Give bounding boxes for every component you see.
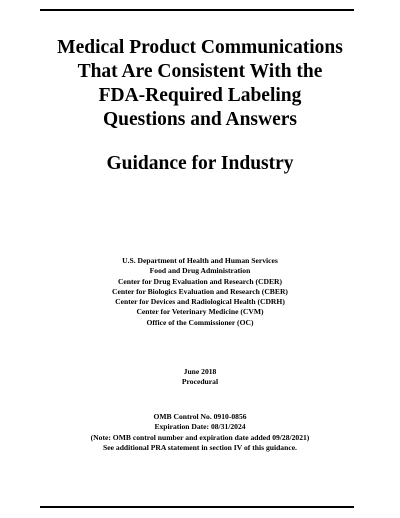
omb-line: Expiration Date: 08/31/2024	[154, 422, 246, 432]
agency-line: Center for Drug Evaluation and Research (CDER)	[117, 276, 283, 286]
document-subtitle: Guidance for Industry	[106, 153, 294, 174]
agency-line: Center for Veterinary Medicine (CVM)	[136, 307, 264, 317]
title-line: Medical Product Communications	[57, 37, 343, 58]
agency-line: U.S. Department of Health and Human Services	[122, 256, 278, 265]
omb-line: (Note: OMB control number and expiration date added 09/28/2021)	[90, 432, 310, 442]
omb-line: OMB Control No. 0910-0856	[153, 412, 247, 421]
agency-line: Food and Drug Administration	[149, 266, 251, 276]
agency-line: Center for Biologics Evaluation and Research (CBER)	[112, 286, 288, 296]
date-block	[20, 367, 380, 388]
agency-block	[20, 256, 380, 328]
bottom-rule	[40, 506, 354, 508]
publication-date: June 2018	[183, 367, 217, 376]
agency-line: Center for Devices and Radiological Health (CDRH)	[115, 297, 285, 307]
title-line: Questions and Answers	[103, 109, 297, 130]
guidance-category: Procedural	[181, 377, 219, 387]
top-rule	[40, 9, 354, 11]
agency-line: Office of the Commissioner (OC)	[146, 317, 254, 327]
omb-line: See additional PRA statement in section IV of this guidance.	[103, 442, 297, 452]
omb-block	[20, 412, 380, 453]
title-line: That Are Consistent With the	[77, 61, 323, 82]
document-title	[20, 36, 380, 132]
title-line: FDA-Required Labeling	[98, 85, 302, 106]
